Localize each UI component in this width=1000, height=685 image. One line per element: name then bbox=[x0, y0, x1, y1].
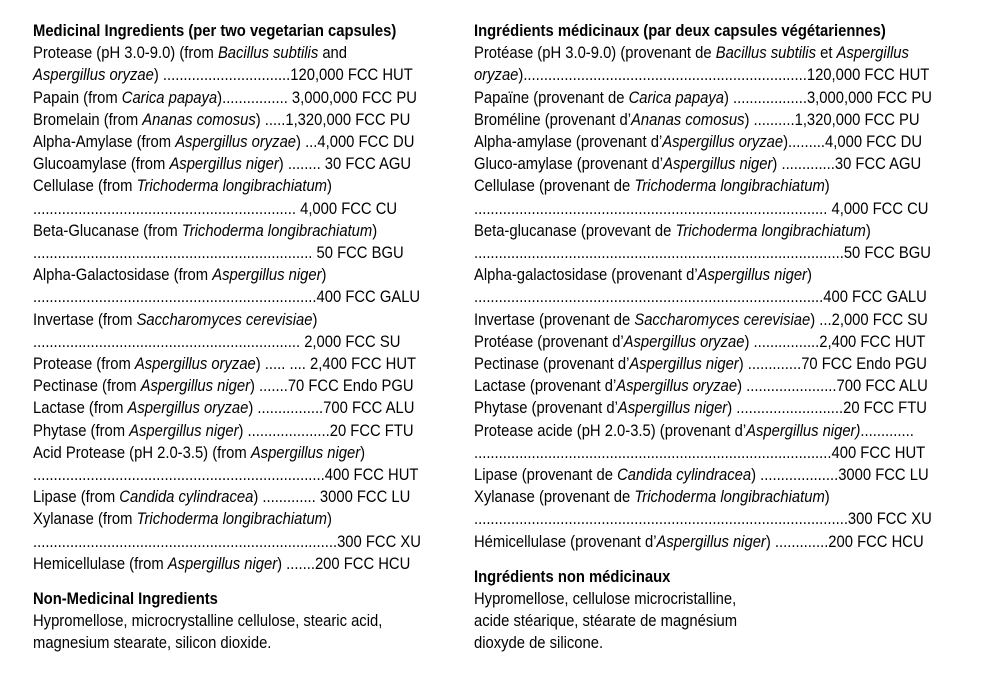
ingredient-line: .................................................................... 50 FCC BGU bbox=[33, 243, 404, 263]
ingredient-line: Hémicellulase (provenant d’Aspergillus niger) .............200 FCC HCU bbox=[474, 531, 924, 551]
ingredient-line: Alpha-galactosidase (provenant d’Aspergillus niger) bbox=[474, 265, 812, 285]
ingredient-source-name: Aspergillus bbox=[836, 43, 909, 63]
ingredient-line: ..........................................................................300 FCC XU bbox=[33, 531, 421, 551]
non-medicinal-line: acide stéarique, stéarate de magnésium bbox=[474, 611, 738, 631]
non-medicinal-line: magnesium stearate, silicon dioxide. bbox=[33, 633, 272, 653]
ingredient-source-name: Candida cylindracea bbox=[119, 487, 254, 507]
ingredient-line: ...................................................................................... 4,000 FCC CU bbox=[474, 198, 929, 218]
ingredient-source-name: Trichoderma longibrachiatum bbox=[675, 220, 866, 240]
ingredient-line: ..........................................................................................50 FCC BGU bbox=[474, 243, 931, 263]
ingredient-source-name: Aspergillus niger bbox=[140, 376, 251, 396]
ingredient-source-name: Aspergillus oryzae bbox=[623, 331, 745, 351]
ingredient-line: Beta-glucanase (provevant de Trichoderma longibrachiatum) bbox=[474, 220, 871, 240]
ingredient-source-name: Aspergillus oryzae bbox=[175, 132, 297, 152]
ingredient-source-name: Carica papaya bbox=[121, 87, 218, 107]
ingredient-line: .....................................................................................400 FCC GALU bbox=[474, 287, 927, 307]
ingredient-line: Lactase (provenant d’Aspergillus oryzae) ......................700 FCC ALU bbox=[474, 376, 928, 396]
ingredient-source-name: Aspergillus oryzae bbox=[33, 65, 154, 85]
ingredient-line: Hemicellulase (from Aspergillus niger) .......200 FCC HCU bbox=[33, 553, 411, 573]
ingredient-line: Lactase (from Aspergillus oryzae) ................700 FCC ALU bbox=[33, 398, 415, 418]
ingredient-line: Cellulase (from Trichoderma longibrachiatum) bbox=[33, 176, 332, 196]
ingredient-source-name: Saccharomyces cerevisiae bbox=[634, 309, 811, 329]
english-column bbox=[33, 20, 453, 655]
ingredient-source-name: Trichoderma longibrachiatum bbox=[136, 176, 328, 196]
ingredient-line: Phytase (from Aspergillus niger) ....................20 FCC FTU bbox=[33, 420, 414, 440]
non-medicinal-line: Hypromellose, cellulose microcristalline, bbox=[474, 589, 737, 609]
ingredients-medicinaux-list bbox=[474, 42, 974, 553]
ingredient-source-name: Ananas comosus bbox=[631, 109, 745, 129]
ingredient-line: Alpha-Galactosidase (from Aspergillus niger) bbox=[33, 265, 327, 285]
ingredient-line: Glucoamylase (from Aspergillus niger) ........ 30 FCC AGU bbox=[33, 154, 412, 174]
ingredient-source-name: Aspergillus niger bbox=[617, 398, 728, 418]
ingredient-line: Xylanase (provenant de Trichoderma longibrachiatum) bbox=[474, 487, 830, 507]
ingredient-source-name: Aspergillus niger bbox=[663, 154, 773, 174]
ingredient-source-name: Trichoderma longibrachiatum bbox=[181, 220, 373, 240]
ingredient-line: Protéase (provenant d’Aspergillus oryzae) ................2,400 FCC HUT bbox=[474, 331, 926, 351]
ingredient-line: Protéase (pH 3.0-9.0) (provenant de Bacillus subtilis et Aspergillus bbox=[474, 43, 909, 63]
ingredient-source-name: Ananas comosus bbox=[142, 109, 256, 129]
ingredient-source-name: Aspergillus niger bbox=[212, 265, 322, 285]
ingredient-line: oryzae).....................................................................120,000 FCC HUT bbox=[474, 65, 930, 85]
ingredient-source-name: Aspergillus niger bbox=[656, 531, 766, 551]
ingredient-source-name: Aspergillus niger bbox=[129, 420, 239, 440]
ingredient-source-name: Bacillus subtilis bbox=[715, 43, 816, 63]
ingredient-source-name: Aspergillus niger) bbox=[746, 420, 861, 440]
non-medicinal-line: dioxyde de silicone. bbox=[474, 633, 604, 653]
ingredient-source-name: Candida cylindracea bbox=[617, 465, 752, 485]
ingredient-line: Phytase (provenant d’Aspergillus niger) ..........................20 FCC FTU bbox=[474, 398, 927, 418]
ingredient-line: Xylanase (from Trichoderma longibrachiatum) bbox=[33, 509, 332, 529]
ingredient-line: ................................................................ 4,000 FCC CU bbox=[33, 198, 398, 218]
ingredient-source-name: Aspergillus oryzae bbox=[127, 398, 249, 418]
ingredient-source-name: Carica papaya bbox=[628, 87, 724, 107]
ingredient-source-name: Aspergillus niger bbox=[169, 154, 279, 174]
ingredient-line: Aspergillus oryzae) ...............................120,000 FCC HUT bbox=[33, 65, 413, 85]
ingredients-medicinaux-heading: Ingrédients médicinaux (par deux capsules végétariennes) bbox=[474, 21, 886, 40]
ingredient-source-name: Trichoderma longibrachiatum bbox=[136, 509, 328, 529]
non-medicinal-line: Hypromellose, microcrystalline cellulose, stearic acid, bbox=[33, 611, 383, 631]
ingredient-line: Lipase (from Candida cylindracea) ............. 3000 FCC LU bbox=[33, 487, 411, 507]
ingredient-line: Invertase (from Saccharomyces cerevisiae) bbox=[33, 309, 318, 329]
ingredient-line: .......................................................................................400 FCC HUT bbox=[474, 442, 926, 462]
ingredients-non-medicinaux-heading: Ingrédients non médicinaux bbox=[474, 566, 671, 586]
french-column bbox=[474, 20, 974, 655]
ingredient-source-name: Aspergillus niger bbox=[697, 265, 807, 285]
ingredient-line: Protease (from Aspergillus oryzae) ..... .... 2,400 FCC HUT bbox=[33, 354, 417, 374]
ingredient-source-name: Aspergillus oryzae bbox=[662, 132, 784, 152]
ingredient-line: Protease (pH 3.0-9.0) (from Bacillus subtilis and bbox=[33, 43, 348, 63]
ingredient-source-name: Aspergillus niger bbox=[167, 553, 278, 573]
ingredient-source-name: Bacillus subtilis bbox=[217, 43, 319, 63]
ingredient-line: Alpha-amylase (provenant d’Aspergillus oryzae).........4,000 FCC DU bbox=[474, 132, 923, 152]
ingredient-line: ................................................................. 2,000 FCC SU bbox=[33, 331, 401, 351]
ingredient-line: Lipase (provenant de Candida cylindracea) ...................3000 FCC LU bbox=[474, 465, 929, 485]
ingredient-line: Beta-Glucanase (from Trichoderma longibrachiatum) bbox=[33, 220, 378, 240]
ingredient-line: Broméline (provenant d’Ananas comosus) ..........1,320,000 FCC PU bbox=[474, 109, 920, 129]
ingredient-line: Acid Protease (pH 2.0-3.5) (from Aspergillus niger) bbox=[33, 442, 366, 462]
ingredient-line: .....................................................................400 FCC GALU bbox=[33, 287, 421, 307]
ingredient-source-name: Trichoderma longibrachiatum bbox=[634, 176, 825, 196]
medicinal-ingredient-list bbox=[33, 42, 453, 575]
ingredient-source-name: Aspergillus niger bbox=[250, 442, 361, 462]
ingredient-line: .......................................................................400 FCC HUT bbox=[33, 465, 419, 485]
ingredient-source-name: Saccharomyces cerevisiae bbox=[136, 309, 313, 329]
ingredient-line: ...........................................................................................300 FCC XU bbox=[474, 509, 932, 529]
ingredient-line: Papain (from Carica papaya)................ 3,000,000 FCC PU bbox=[33, 87, 417, 107]
ingredient-line: Bromelain (from Ananas comosus) .....1,320,000 FCC PU bbox=[33, 109, 411, 129]
ingredient-source-name: Aspergillus niger bbox=[629, 354, 739, 374]
ingredient-line: Cellulase (provenant de Trichoderma longibrachiatum) bbox=[474, 176, 830, 196]
ingredient-line: Pectinase (from Aspergillus niger) .......70 FCC Endo PGU bbox=[33, 376, 414, 396]
ingredient-line: Protease acide (pH 2.0-3.5) (provenant d’Aspergillus niger)............. bbox=[474, 420, 914, 440]
ingredient-source-name: Trichoderma longibrachiatum bbox=[634, 487, 825, 507]
medicinal-ingredients-heading: Medicinal Ingredients (per two vegetarian capsules) bbox=[33, 21, 397, 40]
ingredient-line: Papaïne (provenant de Carica papaya) ..................3,000,000 FCC PU bbox=[474, 87, 932, 107]
ingredient-line: Gluco-amylase (provenant d’Aspergillus niger) .............30 FCC AGU bbox=[474, 154, 922, 174]
ingredient-source-name: oryzae bbox=[474, 65, 519, 85]
ingredient-line: Alpha-Amylase (from Aspergillus oryzae) ...4,000 FCC DU bbox=[33, 132, 415, 152]
ingredient-source-name: Aspergillus oryzae bbox=[134, 354, 256, 374]
non-medicinal-ingredients-heading: Non-Medicinal Ingredients bbox=[33, 589, 218, 609]
ingredient-line: Pectinase (provenant d’Aspergillus niger) .............70 FCC Endo PGU bbox=[474, 354, 927, 374]
ingredient-line: Invertase (provenant de Saccharomyces cerevisiae) ...2,000 FCC SU bbox=[474, 309, 928, 329]
ingredient-source-name: Aspergillus oryzae bbox=[616, 376, 738, 396]
